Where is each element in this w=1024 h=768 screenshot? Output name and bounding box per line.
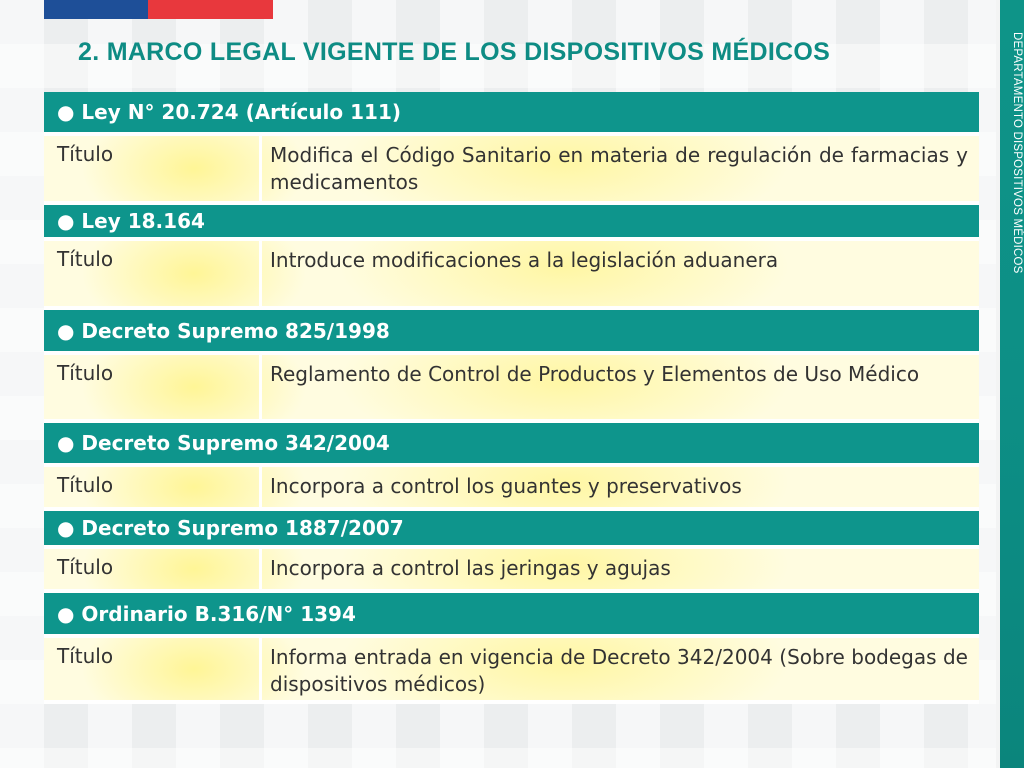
row-label: Título (44, 467, 262, 507)
section-header: ● Ley N° 20.724 (Artículo 111) (44, 92, 979, 136)
slide-title: 2. MARCO LEGAL VIGENTE DE LOS DISPOSITIVOS MÉDICOS (78, 38, 831, 66)
flag-stripe (44, 0, 273, 19)
section-header: ● Ley 18.164 (44, 205, 979, 241)
row-value: Introduce modificaciones a la legislación aduanera (270, 248, 779, 272)
row-value: Incorpora a control las jeringas y agujas (270, 556, 671, 580)
legal-framework-table (44, 92, 979, 704)
row-label: Título (44, 136, 262, 201)
row-value: Modifica el Código Sanitario en materia de regulación de farmacias y medicamentos (270, 143, 968, 194)
table-row (44, 467, 979, 511)
row-label: Título (44, 355, 262, 419)
table-row (44, 638, 979, 704)
side-label: DEPARTAMENTO DISPOSITIVOS MÉDICOS (1011, 32, 1023, 274)
row-value: Reglamento de Control de Productos y Elementos de Uso Médico (270, 362, 920, 386)
table-row (44, 549, 979, 593)
row-value: Informa entrada en vigencia de Decreto 342/2004 (Sobre bodegas de dispositivos médicos) (270, 645, 968, 696)
row-label: Título (44, 549, 262, 589)
table-row (44, 355, 979, 423)
table-row (44, 136, 979, 205)
row-label: Título (44, 241, 262, 306)
section-header: ● Decreto Supremo 342/2004 (44, 423, 979, 467)
section-header: ● Decreto Supremo 1887/2007 (44, 511, 979, 549)
section-header: ● Ordinario B.316/N° 1394 (44, 593, 979, 638)
row-label: Título (44, 638, 262, 700)
section-header: ● Decreto Supremo 825/1998 (44, 310, 979, 355)
side-bar (1000, 0, 1024, 768)
flag-red-block (148, 0, 273, 19)
row-value: Incorpora a control los guantes y preservativos (270, 474, 742, 498)
table-row (44, 241, 979, 310)
flag-blue-block (44, 0, 148, 19)
